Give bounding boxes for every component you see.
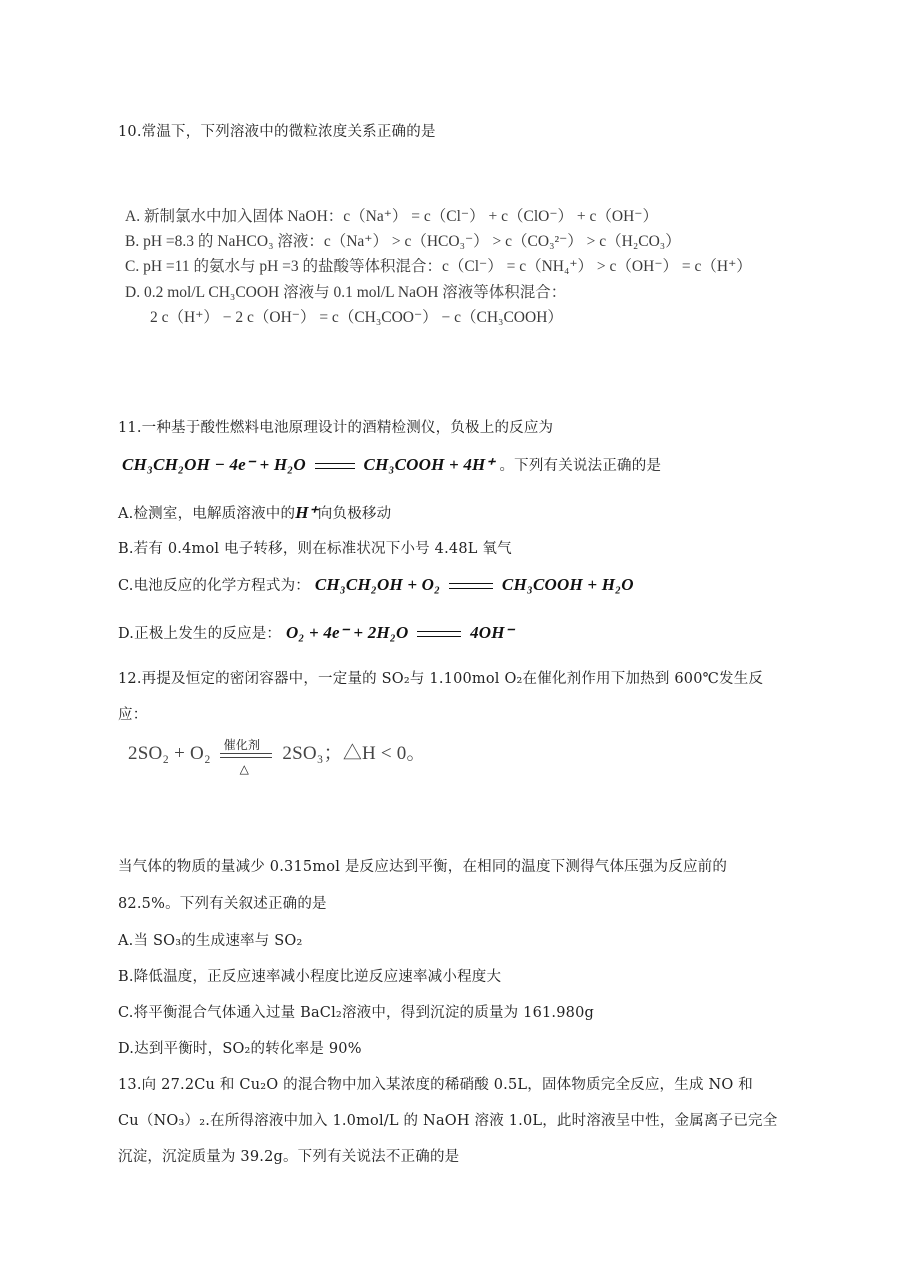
q11-option-a-tail: 向负极移动 [317,506,392,522]
q11-option-d-right: 4OH⁻ [470,623,514,642]
q11-option-a-text: A.检测室，电解质溶液中的 [118,506,296,522]
q12-option-d: D.达到平衡时，SO₂的转化率是 90% [118,1041,362,1057]
q10-stem: 10.常温下，下列溶液中的微粒浓度关系正确的是 [118,124,436,140]
q11-reaction [122,454,661,475]
q10-option-b: B. pH =8.3 的 NaHCO₃ 溶液：c（Na⁺） > c（HCO₃⁻） > c（CO₃²⁻） > c（H₂CO₃） [125,233,681,250]
q12-heat-label: △ [239,762,250,776]
q11-option-d-text: D.正极上发生的反应是： [118,626,282,642]
equals-sign-icon [417,631,461,637]
q11-reaction-right: CH₃COOH + 4H⁺ [363,455,495,474]
q12-stem-line-1: 12.再提及恒定的密闭容器中，一定量的 SO₂与 1.100mol O₂在催化剂作用下加热到 600℃发生反 [118,671,764,687]
q11-option-d [118,622,514,643]
q12-option-c: C.将平衡混合气体通入过量 BaCl₂溶液中，得到沉淀的质量为 161.980g [118,1005,594,1021]
q11-option-c-left: CH₃CH₂OH + O₂ [314,575,441,594]
q12-equation-right: 2SO₃；△H < 0。 [282,743,426,764]
q11-option-c-right: CH₃COOH + H₂O [501,575,634,594]
q11-stem-tail: 。下列有关说法正确的是 [499,458,662,474]
q12-stem-line-2: 应： [118,707,148,723]
q10-option-a: A. 新制氯水中加入固体 NaOH：c（Na⁺） = c（Cl⁻） + c（ClO⁻） + c（OH⁻） [125,208,658,225]
q11-option-c-text: C.电池反应的化学方程式为： [118,578,310,594]
q10-option-d-formula: 2 c（H⁺） − 2 c（OH⁻） = c（CH₃COO⁻） − c（CH₃COOH） [150,309,563,326]
q11-option-a-ion: H⁺ [295,503,318,522]
q11-reaction-left: CH₃CH₂OH − 4e⁻ + H₂O [122,455,306,474]
q13-line-3: 沉淀，沉淀质量为 39.2g。下列有关说法不正确的是 [118,1149,460,1165]
q12-equation [128,738,426,776]
q12-text-line-2: 82.5%。下列有关叙述正确的是 [118,896,327,912]
equals-sign-icon [315,463,355,469]
q13-line-2: Cu（NO₃）₂.在所得溶液中加入 1.0mol/L 的 NaOH 溶液 1.0L，此时溶液呈中性，金属离子已完全 [118,1113,778,1129]
q12-option-b: B.降低温度，正反应速率减小程度比逆反应速率减小程度大 [118,969,502,985]
q12-catalyst-label: 催化剂 [223,738,261,752]
q11-option-a [118,502,391,523]
q10-option-c: C. pH =11 的氨水与 pH =3 的盐酸等体积混合：c（Cl⁻） = c（NH₄⁺） > c（OH⁻） = c（H⁺） [125,258,752,275]
q12-option-a: A.当 SO₃的生成速率与 SO₂ [118,933,303,949]
q12-text-line-1: 当气体的物质的量减少 0.315mol 是反应达到平衡，在相同的温度下测得气体压强为反应前的 [118,859,728,875]
reversible-arrow-icon [220,738,274,776]
equals-sign-icon [449,583,493,589]
q11-stem: 11.一种基于酸性燃料电池原理设计的酒精检测仪，负极上的反应为 [118,420,554,436]
q11-option-d-left: O₂ + 4e⁻ + 2H₂O [285,623,409,642]
q13-line-1: 13.向 27.2Cu 和 Cu₂O 的混合物中加入某浓度的稀硝酸 0.5L，固体物质完全反应，生成 NO 和 [118,1077,753,1093]
q11-option-c [118,574,634,595]
q12-equation-left: 2SO₂ + O₂ [128,743,211,764]
q10-option-d: D. 0.2 mol/L CH₃COOH 溶液与 0.1 mol/L NaOH 溶液等体积混合： [125,284,567,301]
q11-option-b: B.若有 0.4mol 电子转移，则在标准状况下小号 4.48L 氧气 [118,541,512,557]
